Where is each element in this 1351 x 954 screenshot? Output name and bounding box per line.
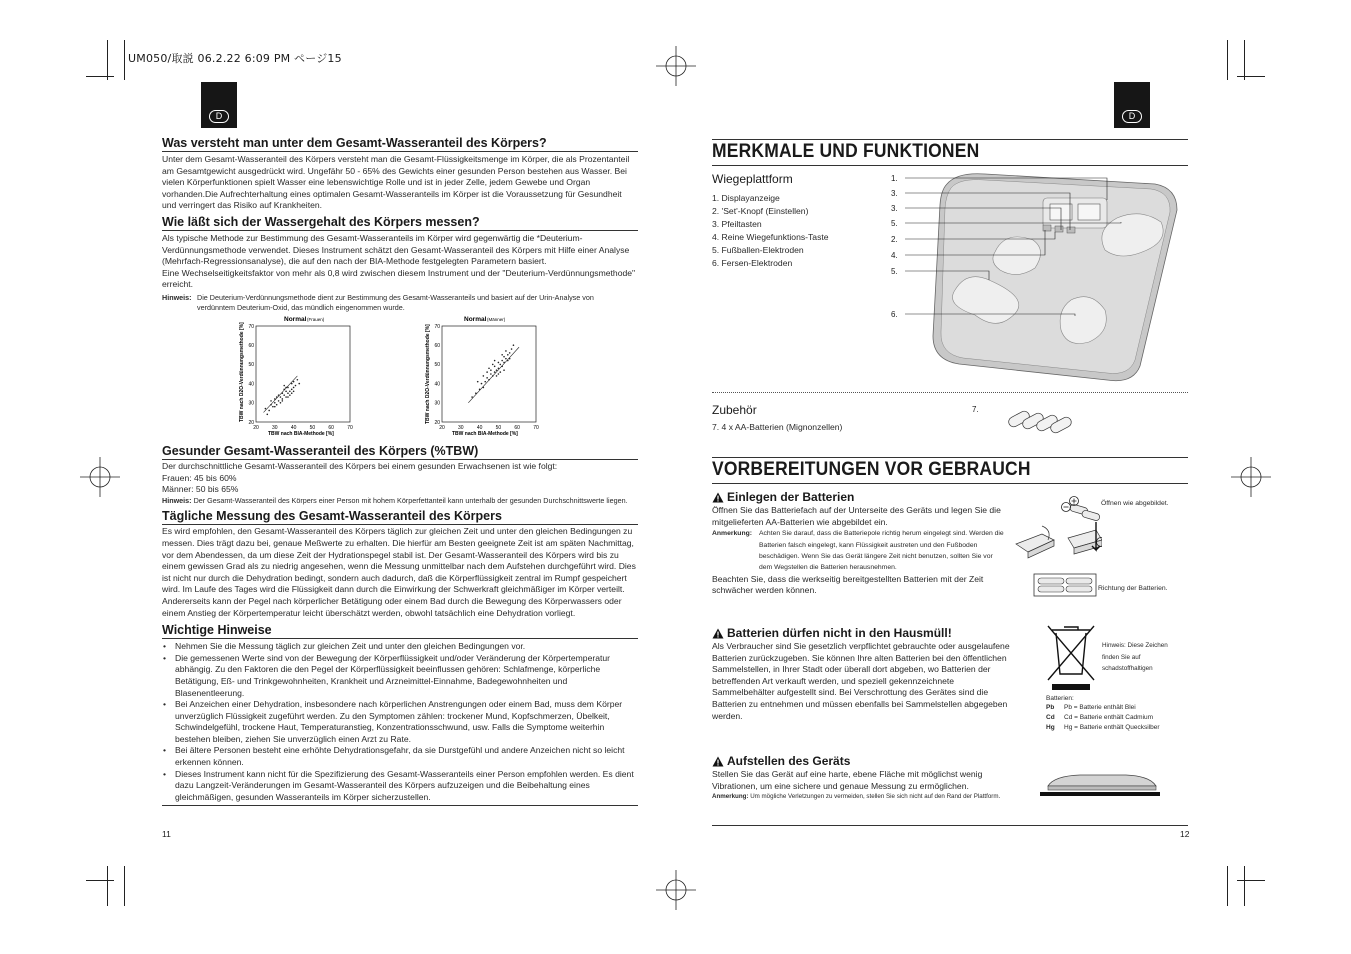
data-point (272, 406, 274, 408)
data-point (479, 389, 481, 391)
data-point (503, 362, 505, 364)
list-item: • Die gemessenen Werte sind von der Bewegung der Körperflüssigkeit und/oder Veränderung der Körpertemperatur abhängig. Zu den Faktoren die den Pegel der Körperflüssigkeit beeinflussen gehören: Schlafmenge, körperliche Betätigung, Eß- und Trinkgewohnheiten, Krankheit und Arzneimittel-Einnahme, Badegewohnheiten und Blasenentleerung. (162, 653, 638, 699)
data-point (274, 398, 276, 400)
crop-mark (1227, 866, 1228, 906)
plot-frame (256, 326, 350, 422)
callout-label: 1. (891, 174, 898, 183)
list-item: • Nehmen Sie die Messung täglich zur gleichen Zeit und unter den gleichen Bedingungen vor. (162, 641, 638, 653)
divider (712, 165, 1188, 166)
section-heading: Gesunder Gesamt-Wasseranteil des Körpers (%TBW) (162, 444, 479, 458)
data-point (492, 364, 494, 366)
paragraph: Es wird empfohlen, den Gesamt-Wasseranteil des Körpers täglich zur gleichen Zeit und unter den gleichen Bedingungen zu messen. Dies trägt dazu bei, genaue Meßwerte zu erhalten. Die hierfür am Besten geeignete Zeit ist am späten Nachmittag, vor dem Abendessen, da um diese Zeit der Hydrationspegel stabil ist. Der Gesamt-Wasseranteil des Körpers wird bis zu einem gewissen Grad als zu niedrig angesehen, wenn die Messung unmittelbar nach dem Aufstehen durchgeführt wird. Dies ist nicht nur durch die Dehydration bedingt, sondern auch dadurch, daß die Körperflüssigkeit zentral im Rumpf gespeichert wird. Im Laufe des Tages wird die Flüssigkeit dann durch die Einwirkung der Schwerkraft gleichmäßiger im Körper verteilt. (162, 526, 636, 595)
crop-mark (124, 40, 125, 80)
x-tick-label: 30 (272, 425, 278, 431)
paragraph: Öffnen Sie das Batteriefach auf der Unterseite des Geräts und legen Sie die mitgelieferten AA-Batterien wie abgebildet ein. (712, 505, 1001, 527)
data-point (283, 394, 285, 396)
x-axis-label: TBW nach BIA-Methode [%] (452, 431, 518, 437)
x-tick-label: 70 (347, 425, 353, 431)
paragraph: Als Verbraucher sind Sie gesetzlich verpflichtet gebrauchte oder ausgelaufene Batterien zurückzugeben. Sie können Ihre alten Batterien bei den öffentlichen Sammelstellen, in Ihrer Stadt oder überall dort abgeben, wo Batterien der betreffenden Art verkauft werden, und speziell gekennzeichnete Sammelbehälter aufgestellt sind. Bei Verschrottung des Gerätes sind die Batterien zu entnehmen und müssen ebenfalls bei Sammelstellen abgegeben werden. (712, 641, 1010, 721)
registration-mark (656, 46, 696, 86)
list-item: Hg Hg = Batterie enthält Quecksilber (1046, 724, 1160, 732)
callout-label: 2. (891, 235, 898, 244)
symbol-hint: Hinweis: Diese Zeichen finden Sie auf schadstoffhaltigen (1102, 642, 1168, 673)
y-tick-label: 40 (434, 381, 440, 388)
y-tick-label: 20 (248, 419, 254, 426)
note-label: Hinweis: (162, 292, 192, 302)
data-point (276, 404, 278, 406)
data-point (501, 366, 503, 368)
data-point (280, 402, 282, 404)
divider (712, 825, 1188, 826)
data-point (505, 358, 507, 360)
data-point (501, 360, 503, 362)
section-heading: Wie läßt sich der Wassergehalt des Körpers messen? (162, 214, 480, 229)
data-point (494, 366, 496, 368)
data-point (291, 392, 293, 394)
data-point (283, 385, 285, 387)
paragraph: Eine Wechselseitigkeitsfaktor von mehr als 0,8 wird zwischen diesem Instrument und der "Deuterium-Verdünnungsmethode" erreicht. (162, 267, 636, 290)
data-point (494, 360, 496, 362)
button (1067, 227, 1075, 233)
registration-mark (656, 870, 696, 910)
data-point (490, 369, 492, 371)
data-point (295, 385, 297, 387)
scale-side-view-illustration (1040, 772, 1160, 798)
data-point (285, 396, 287, 398)
data-point (475, 392, 477, 394)
y-axis-label: TBW nach D2O-Verdünnungsmethode [%] (239, 322, 245, 422)
callout-label: 6. (891, 310, 898, 319)
y-axis-label: TBW nach D2O-Verdünnungsmethode [%] (425, 324, 431, 424)
y-tick-label: 40 (248, 381, 254, 388)
page-title-features: MERKMALE UND FUNKTIONEN (712, 141, 980, 162)
note-text: Um mögliche Verletzungen zu vermeiden, stellen Sie sich nicht auf den Rand der Plattform. (750, 793, 1001, 801)
section-heading: Wichtige Hinweise (162, 623, 272, 638)
page-number-left: 11 (162, 829, 171, 839)
data-point (293, 390, 295, 392)
section-heading: Aufstellen des Geräts (712, 754, 1012, 768)
figure-caption: Richtung der Batterien. (1098, 585, 1168, 592)
data-point (511, 348, 513, 350)
data-point (513, 344, 515, 346)
list-item: 1. Displayanzeige (712, 193, 780, 203)
list-item: Cd Cd = Batterie enthält Cadmium (1046, 714, 1154, 722)
paragraph: Stellen Sie das Gerät auf eine harte, ebene Fläche mit möglichst wenig Vibrationen, um eine sichere und genaue Messung zu ermöglichen. (712, 769, 983, 791)
accessory-item: 7. 4 x AA-Batterien (Mignonzellen) (712, 422, 843, 432)
data-point (486, 377, 488, 379)
data-point (503, 369, 505, 371)
x-tick-label: 70 (533, 425, 539, 431)
language-badge-left: D (201, 82, 237, 128)
data-point (287, 396, 289, 398)
data-point (287, 392, 289, 394)
data-point (270, 400, 272, 402)
list-item: 2. 'Set'-Knopf (Einstellen) (712, 206, 809, 216)
dotted-divider (712, 392, 1188, 393)
language-badge-right: D (1114, 82, 1150, 128)
data-point (488, 379, 490, 381)
data-point (268, 410, 270, 412)
crop-mark (1244, 866, 1245, 906)
note (162, 293, 638, 312)
warning-icon (712, 492, 724, 503)
x-tick-label: 30 (458, 425, 464, 431)
note-label: Hinweis: (162, 495, 192, 505)
data-point (291, 383, 293, 385)
note-text: Achten Sie darauf, dass die Batteriepole richtig herum eingelegt sind. Werden die Batterien falsch eingelegt, kann Flüssigkeit austreten und den Fußboden beschädigen. Wenn Sie das Gerät längere Zeit nicht benutzen, sollten Sie vor dem Wegstellen die Batterien herausnehmen. (759, 530, 1004, 572)
data-point (282, 398, 284, 400)
scatter-chart-frauen (232, 312, 362, 440)
data-point (274, 406, 276, 408)
data-point (471, 396, 473, 398)
data-point (507, 360, 509, 362)
divider (162, 805, 638, 806)
platform-title: Wiegeplattform (712, 172, 793, 186)
paragraph: Andererseits kann der Pegel nach körperlicher Betätigung oder einem Bad durch die Bewegung des Körperwassers oder einem Anstieg der Körpertemperatur leicht überschätzt werden, obwohl tatsächlich eine Dehydration vorliegt. (162, 595, 622, 618)
list-item: 4. Reine Wiegefunktions-Taste (712, 232, 829, 242)
data-point (278, 394, 280, 396)
divider (162, 459, 638, 460)
plot-frame (442, 326, 536, 422)
y-tick-label: 60 (434, 343, 440, 349)
x-tick-label: 50 (495, 425, 502, 431)
data-point (293, 381, 295, 383)
data-point (492, 375, 494, 377)
divider (162, 151, 638, 152)
data-point (483, 387, 485, 389)
data-point (496, 375, 498, 377)
data-point (483, 375, 485, 377)
y-tick-label: 70 (434, 323, 440, 330)
y-tick-label: 50 (248, 362, 254, 369)
chart-subtitle: (Männer) (487, 317, 506, 322)
data-point (494, 371, 496, 373)
y-tick-label: 30 (434, 400, 440, 407)
registration-mark (1231, 457, 1271, 497)
warning-icon (712, 756, 724, 767)
divider (162, 230, 638, 231)
warning-icon (712, 628, 724, 639)
y-tick-label: 20 (434, 419, 440, 426)
list-item: 3. Pfeiltasten (712, 219, 762, 229)
data-point (266, 414, 268, 416)
crop-mark (1237, 76, 1265, 77)
heavy-metal-list (1046, 703, 1160, 734)
divider (162, 638, 638, 639)
chart-subtitle: (Frauen) (307, 317, 325, 322)
data-point (283, 389, 285, 391)
crop-mark (1237, 880, 1265, 881)
crop-mark (86, 880, 114, 881)
data-point (282, 392, 284, 394)
data-point (498, 367, 500, 369)
callout-label: 3. (891, 204, 898, 213)
divider (712, 457, 1188, 458)
list-item: • Dieses Instrument kann nicht für die Spezifizierung des Gesamt-Wasseranteils einer Person empfohlen werden. Es dient dazu Langzeit-Veränderungen im Gesamt-Wasseranteil des Körpers aufzuzeigen und die Beibehaltung eines gleichmäßigen, gesunden Wasseranteils im Körper sicherzustellen. (162, 769, 638, 804)
data-point (499, 364, 501, 366)
x-tick-label: 40 (476, 425, 483, 431)
men-range: Männer: 50 bis 65% (162, 484, 239, 495)
registration-mark (80, 457, 120, 497)
data-point (501, 354, 503, 356)
data-point (278, 400, 280, 402)
list-item: Pb Pb = Batterie enthält Blei (1046, 704, 1136, 711)
callout-label: 3. (891, 189, 898, 198)
note (162, 496, 638, 506)
left-page (162, 136, 638, 312)
section-heading: Einlegen der Batterien (712, 490, 1012, 504)
data-point (298, 383, 300, 385)
button (1043, 225, 1051, 231)
data-point (496, 369, 498, 371)
crop-mark (86, 76, 114, 77)
trend-line (468, 347, 519, 403)
data-point (484, 381, 486, 383)
x-tick-label: 60 (514, 425, 520, 431)
batteries-illustration (1000, 402, 1080, 442)
crop-mark (1227, 40, 1228, 80)
y-tick-label: 50 (434, 362, 440, 369)
women-range: Frauen: 45 bis 60% (162, 472, 237, 483)
data-point (289, 390, 291, 392)
battery-insertion-illustration (1012, 494, 1102, 600)
x-tick-label: 60 (328, 425, 334, 431)
paragraph: Der durchschnittliche Gesamt-Wasseranteil des Körpers bei einem gesunden Erwachsenen ist wie folgt: (162, 461, 558, 471)
data-point (509, 358, 511, 360)
trend-line (264, 376, 298, 412)
y-tick-label: 60 (248, 343, 254, 349)
note (712, 528, 1012, 574)
list-item: • Bei Anzeichen einer Dehydration, insbesondere nach körperlichen Anstrengungen oder einem Bad, muss dem Körper unverzüglich Flüssigkeit zugeführt werden. Zu den Symptomen zählen: trockener Mund, Kopfschmerzen, Übelkeit, Schwindelgefühl, trockene Haut, Temperaturanstieg, Konzentrationsschwund, usw. Falls die Symptome weiterhin bestehen bleiben, ziehen Sie unverzüglich einen Arzt zu Rate. (162, 699, 638, 745)
callout-label: 5. (891, 267, 898, 276)
data-point (265, 408, 267, 410)
minus-icon (1062, 503, 1071, 512)
paragraph: Als typische Methode zur Bestimmung des Gesamt-Wasseranteils im Körper wird gegenwärtig die *Deuterium-Verdünnungsmethode verwendet. Dieses Instrument schätzt den Gesamt-Wasseranteil des Körpers mit Hilfe einer Analyse (Mehrfach-Regressionsanalyse), die auf den nach der BIA-Methode festgelegten Parametern basiert. (162, 232, 630, 267)
disposal-section (712, 626, 1012, 722)
section-heading: Was versteht man unter dem Gesamt-Wasseranteil des Körpers? (162, 136, 547, 150)
platform-list (712, 192, 829, 270)
data-point (486, 371, 488, 373)
data-point (274, 402, 276, 404)
data-point (270, 404, 272, 406)
y-tick-label: 30 (248, 400, 254, 407)
data-point (285, 390, 287, 392)
data-point (498, 362, 500, 364)
divider (712, 139, 1188, 140)
chart-title: Normal (284, 316, 307, 323)
list-item: 6. Fersen-Elektroden (712, 258, 793, 268)
data-point (498, 373, 500, 375)
callout-label: 5. (891, 219, 898, 228)
list-item: • Bei ältere Personen besteht eine erhöhte Dehydrationsgefahr, da sie Durstgefühl und andere Anzeichen nicht so leicht erkennen können. (162, 745, 638, 768)
page-number-right: 12 (1180, 829, 1190, 839)
scale-top-view-illustration (885, 170, 1185, 385)
x-tick-label: 20 (253, 425, 259, 431)
section-heading: Batterien dürfen nicht in den Hausmüll! (712, 626, 1012, 640)
button (1055, 226, 1063, 232)
note (712, 792, 1012, 802)
note-label: Anmerkung: (712, 793, 749, 801)
crop-mark (107, 866, 108, 906)
data-point (291, 389, 293, 391)
crossed-bin-icon (1044, 622, 1098, 692)
scatter-chart-maenner (418, 312, 548, 440)
crop-mark (1244, 40, 1245, 80)
y-tick-label: 70 (248, 323, 254, 330)
data-point (499, 371, 501, 373)
data-point (276, 396, 278, 398)
data-point (488, 367, 490, 369)
batteries-label: Batterien: (1046, 695, 1074, 702)
chart-title: Normal (464, 316, 487, 323)
left-page-lower (162, 444, 638, 806)
note-text: Die Deuterium-Verdünnungsmethode dient zur Bestimmung des Gesamt-Wasseranteils und basiert auf der Urin-Analyse von verdünntem Deuterium-Oxid, das mündlich eingenommen wurde. (197, 292, 594, 312)
data-point (280, 396, 282, 398)
figure-caption: Öffnen wie abgebildet. (1101, 500, 1169, 507)
accessory-title: Zubehör (712, 403, 757, 417)
x-axis-label: TBW nach BIA-Methode [%] (268, 431, 334, 437)
section-heading: Tägliche Messung des Gesamt-Wasseranteil des Körpers (162, 509, 502, 524)
x-tick-label: 20 (439, 425, 445, 431)
note-label: Anmerkung: (712, 530, 753, 538)
data-point (481, 383, 483, 385)
data-point (293, 387, 295, 389)
x-tick-label: 50 (309, 425, 316, 431)
data-point (477, 381, 479, 383)
setup-section (712, 754, 1012, 802)
data-point (505, 350, 507, 352)
print-stamp: UM050/取説 06.2.22 6:09 PM ページ15 (128, 52, 342, 65)
data-point (289, 394, 291, 396)
data-point (509, 352, 511, 354)
note-text: Der Gesamt-Wasseranteil des Körpers einer Person mit hohem Körperfettanteil kann unterhalb der gesunden Durchschnittswerte liegen. (193, 495, 628, 505)
battery-direction-box (1034, 574, 1096, 596)
display-window (1078, 204, 1100, 220)
divider (712, 483, 1188, 484)
data-point (285, 387, 287, 389)
data-point (287, 387, 289, 389)
list-item: 5. Fußballen-Elektroden (712, 245, 804, 255)
page-title-preparation: VORBEREITUNGEN VOR GEBRAUCH (712, 459, 1031, 480)
data-point (490, 373, 492, 375)
paragraph: Beachten Sie, dass die werkseitig bereitgestellten Batterien mit der Zeit schwächer werden können. (712, 573, 984, 596)
battery-section (712, 490, 1012, 597)
data-point (297, 379, 299, 381)
callout-label: 4. (891, 251, 898, 260)
data-point (507, 354, 509, 356)
divider (162, 524, 638, 525)
paragraph: Unter dem Gesamt-Wasseranteil des Körpers versteht man die Gesamt-Flüssigkeitsmenge im Körper, die als Prozentanteil am Gesamtgewicht ausgedrückt wird. Ungefähr 50 - 65% des Gewichts einer gesunden Person bestehen aus Wasser. Bei vielen Körperfunktionen spielt Wasser eine lebenswichtige Rolle und ist in jeder Zelle, jedem Gewebe und Organ vorhanden.Die Aufrechterhaltung eines optimalen Gesamt-Wasseranteils im Körper ist die Voraussetzung für Gesundheit und verringert das Risiko auf Krankheiten. (162, 154, 630, 211)
x-tick-label: 40 (290, 425, 297, 431)
crop-mark (124, 866, 125, 906)
data-point (282, 400, 284, 402)
accessory-label: 7. (972, 405, 979, 414)
crop-mark (107, 40, 108, 80)
data-point (503, 356, 505, 358)
